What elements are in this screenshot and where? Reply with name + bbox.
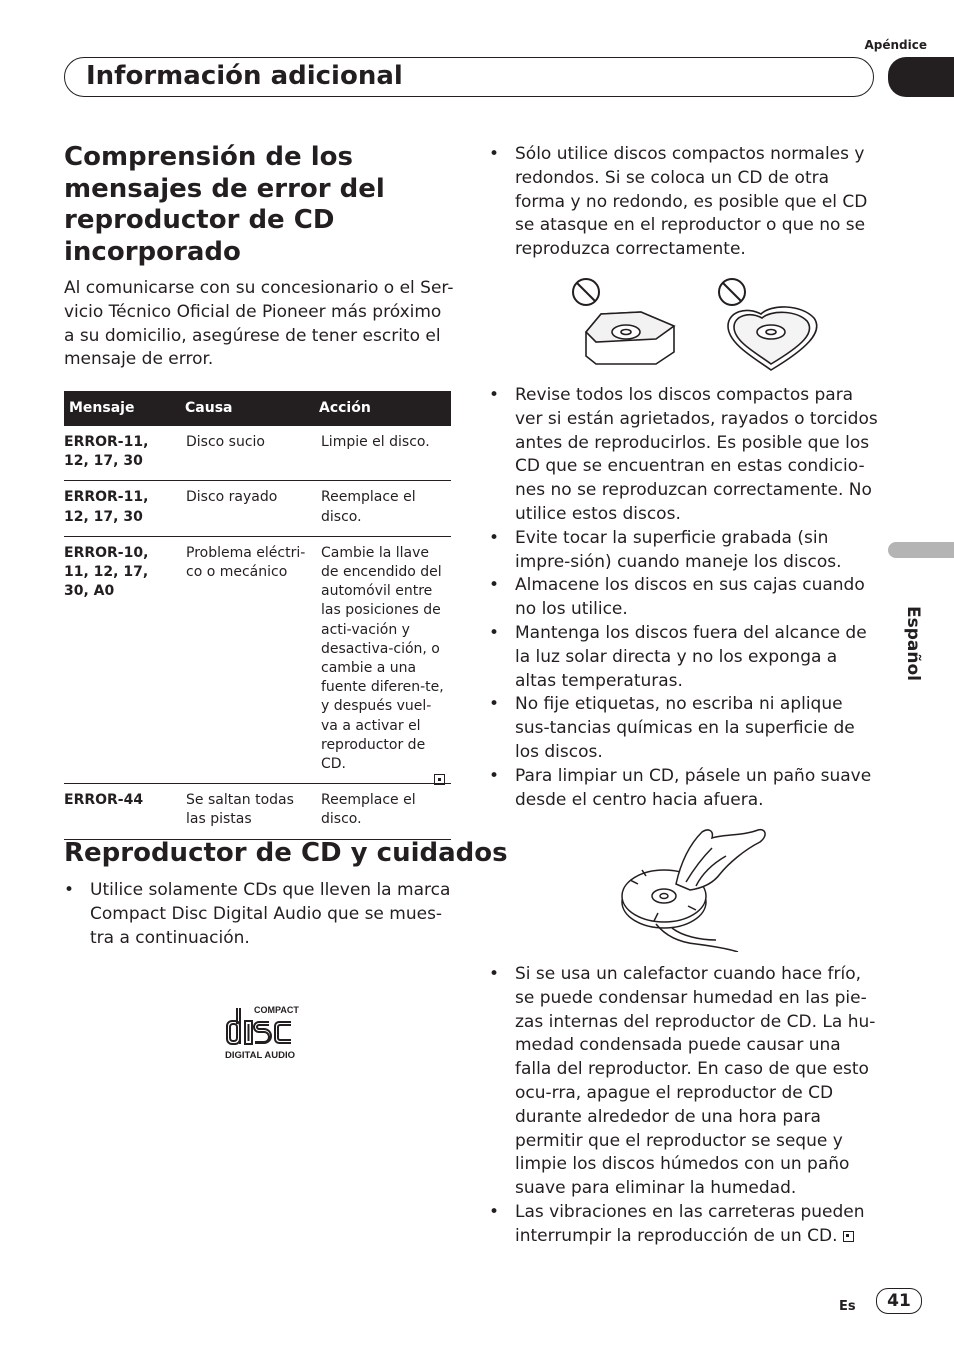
cell-cause: Problema eléctri-co o mecánico bbox=[180, 536, 314, 783]
chapter-tab bbox=[888, 57, 954, 97]
list-item: • Revise todos los discos compactos para ver si están agrietados, rayados o torcidos antes de reproducirlos. Es posible que los CD que se encuentran en estas condicio-nes no se reproduzcan correctamente. No utilice estos discos. bbox=[489, 384, 881, 527]
irregular-discs-illustration bbox=[566, 274, 826, 374]
list-item: • Si se usa un calefactor cuando hace frío, se puede condensar humedad en las pie-zas internas del reproductor de CD. La hu-medad condensada puede causar una falla del reproductor. En caso de que esto ocu-rra, apague el reproductor de CD durante alrededor de una hora para permitir que el reproductor se seque y limpie los discos húmedos con un paño suave para eliminar la humedad. bbox=[489, 963, 881, 1201]
error-section-intro: Al comunicarse con su concesionario o el Ser-vicio Técnico Oficial de Pioneer más próximo a su domicilio, asegúrese de tener escrito el mensaje de error. bbox=[64, 278, 454, 370]
list-item: • Evite tocar la superficie grabada (sin impre-sión) cuando maneje los discos. bbox=[489, 527, 881, 575]
table-row bbox=[64, 536, 451, 783]
list-item: • Utilice solamente CDs que lleven la marca Compact Disc Digital Audio que se mues-tra a continuación. bbox=[64, 879, 454, 950]
column-header: Acción bbox=[314, 391, 451, 426]
cell-cause: Disco sucio bbox=[180, 426, 314, 481]
end-mark-icon bbox=[843, 1231, 854, 1242]
logo-top-text: COMPACT bbox=[254, 1005, 299, 1015]
table-row bbox=[64, 481, 451, 536]
care-bullets-right-2 bbox=[489, 384, 881, 812]
table-row bbox=[64, 426, 451, 481]
care-bullets-left bbox=[64, 879, 454, 950]
column-header: Mensaje bbox=[64, 391, 180, 426]
cell-message: ERROR-11, 12, 17, 30 bbox=[64, 481, 180, 536]
error-table bbox=[64, 391, 451, 840]
end-mark-icon bbox=[434, 774, 445, 785]
header-title: Información adicional bbox=[86, 61, 403, 91]
care-bullets-right-3 bbox=[489, 963, 881, 1249]
cell-action: Reemplace el disco. bbox=[314, 784, 451, 839]
error-section-title: Comprensión de los mensajes de error del reproductor de CD incorporado bbox=[64, 142, 385, 267]
list-item bbox=[489, 1201, 881, 1249]
language-label: Español bbox=[903, 606, 923, 681]
heart-disc-icon bbox=[728, 307, 817, 370]
logo-bottom-text: DIGITAL AUDIO bbox=[225, 1050, 296, 1061]
cell-message: ERROR-44 bbox=[64, 784, 180, 839]
list-item: • Almacene los discos en sus cajas cuando no los utilice. bbox=[489, 574, 881, 622]
care-bullets-right-1 bbox=[489, 143, 879, 262]
cell-action: Limpie el disco. bbox=[314, 426, 451, 481]
table-row bbox=[64, 784, 451, 839]
language-tab-marker bbox=[888, 542, 954, 558]
section-tag: Apéndice bbox=[864, 38, 927, 52]
list-item: • No fije etiquetas, no escriba ni aplique sus-tancias químicas en la superficie de los discos. bbox=[489, 693, 881, 764]
language-code: Es bbox=[839, 1299, 856, 1314]
cell-cause: Se saltan todas las pistas bbox=[180, 784, 314, 839]
compact-disc-logo bbox=[224, 1004, 319, 1064]
list-item: • Sólo utilice discos compactos normales y redondos. Si se coloca un CD de otra forma y no redondo, es posible que el CD se atasque en el reproductor o que no se reproduzca correctamente. bbox=[489, 143, 879, 262]
care-section-title: Reproductor de CD y cuidados bbox=[64, 838, 508, 868]
list-item: • Mantenga los discos fuera del alcance de la luz solar directa y no los exponga a altas temperaturas. bbox=[489, 622, 881, 693]
cell-action: Reemplace el disco. bbox=[314, 481, 451, 536]
page-number: 41 bbox=[876, 1288, 922, 1314]
cell-cause: Disco rayado bbox=[180, 481, 314, 536]
cell-message: ERROR-11, 12, 17, 30 bbox=[64, 426, 180, 481]
list-item-text: Las vibraciones en las carreteras pueden interrumpir la reproducción de un CD. bbox=[515, 1201, 865, 1246]
cell-message: ERROR-10, 11, 12, 17, 30, A0 bbox=[64, 536, 180, 783]
column-header: Causa bbox=[180, 391, 314, 426]
table-header-row bbox=[64, 391, 451, 426]
disc-cleaning-illustration bbox=[616, 824, 776, 952]
cell-action: Cambie la llave de encendido del automóvil entre las posiciones de acti-vación y desactiva-ción, o cambie a una fuente diferen-te, y después vuel-va a activar el reproductor de CD. bbox=[314, 536, 451, 783]
list-item: • Para limpiar un CD, pásele un paño suave desde el centro hacia afuera. bbox=[489, 765, 881, 813]
octagonal-disc-icon bbox=[586, 312, 674, 364]
